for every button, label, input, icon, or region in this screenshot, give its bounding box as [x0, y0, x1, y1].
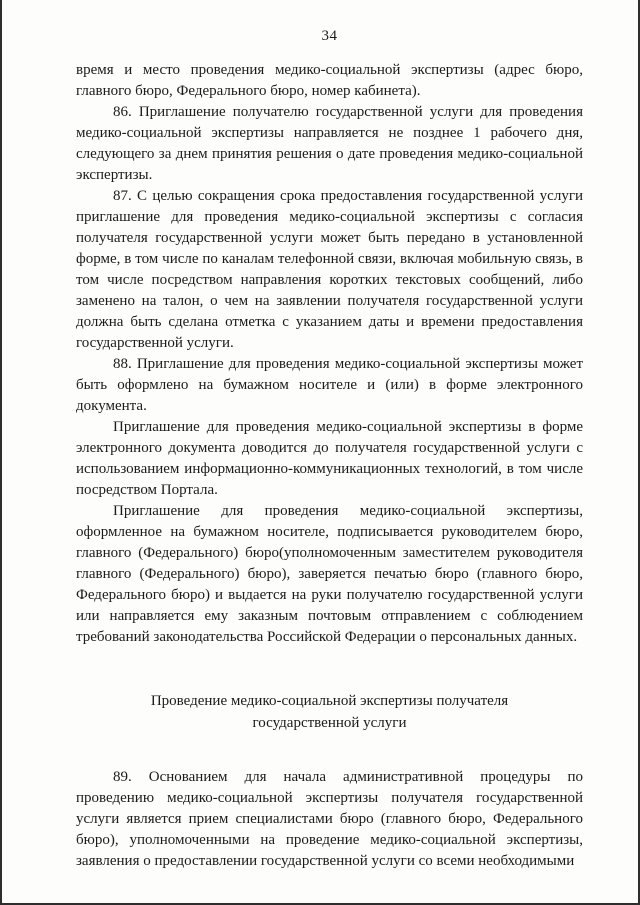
paragraph: время и место проведения медико-социальной экспертизы (адрес бюро, главного бюро, Федерального бюро, номер кабинета).: [76, 62, 583, 99]
paragraph: Приглашение для проведения медико-социальной экспертизы в форме электронного документа доводится до получателя государственной услуги с использованием информационно-коммуникационных технологий, в том числе посредством Портала.: [76, 419, 583, 498]
page-number: 34: [321, 28, 338, 44]
section-heading: Проведение медико-социальной экспертизы получателя государственной услуги: [150, 693, 509, 731]
paragraph: 86. Приглашение получателю государственной услуги для проведения медико-социальной экспертизы направляется не позднее 1 рабочего дня, следующего за днем принятия решения о дате проведения медико-социальной экспертизы.: [76, 104, 583, 183]
paragraph: Приглашение для проведения медико-социальной экспертизы, оформленное на бумажном носителе, подписывается руководителем бюро, главного (Федерального) бюро(уполномоченным заместителем руководителя главного (Федерального) бюро), заверяется печатью бюро (главного бюро, Федерального бюро) и выдается на руки получателю государственной услуги или направляется ему заказным почтовым отправлением с соблюдением требований законодательства Российской Федерации о персональных данных.: [76, 503, 583, 645]
paragraph: 88. Приглашение для проведения медико-социальной экспертизы может быть оформлено на бумажном носителе и (или) в форме электронного документа.: [76, 356, 583, 414]
paragraph: 89. Основанием для начала административной процедуры по проведению медико-социальной экспертизы получателя государственной услуги является прием специалистами бюро (главного бюро, Федерального бюро), уполномоченными на проведение медико-социальной экспертизы, заявления о предоставлении государственной услуги со всеми необходимыми: [76, 769, 583, 869]
paragraph: 87. С целью сокращения срока предоставления государственной услуги приглашение для проведения медико-социальной экспертизы с согласия получателя государственной услуги может быть передано в установленной форме, в том числе по каналам телефонной связи, включая мобильную связь, в том числе посредством направления коротких текстовых сообщений, либо заменено на талон, о чем на заявлении получателя государственной услуги должна быть сделана отметка с указанием даты и времени предоставления государственной услуги.: [76, 188, 583, 351]
